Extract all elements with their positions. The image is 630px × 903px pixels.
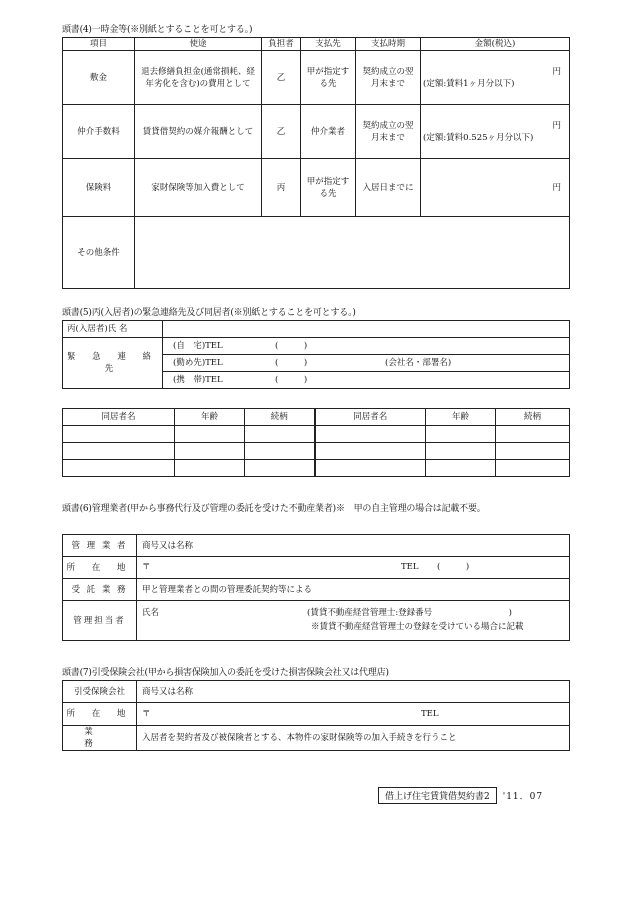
- item-cell: 保険料: [63, 159, 135, 217]
- home-tel-label: (自 宅)TEL: [173, 341, 223, 351]
- table-row: [63, 579, 570, 601]
- table-row[interactable]: [63, 460, 570, 477]
- company-label: 引受保険会社: [63, 681, 137, 703]
- col-header-payee: 支払先: [301, 38, 356, 51]
- address-field[interactable]: [137, 703, 570, 726]
- work-tel-field[interactable]: [163, 355, 570, 372]
- table-row: [63, 535, 570, 557]
- payer-cell: 丙: [262, 159, 301, 217]
- section-7-title: 頭書(7)引受保険会社(甲から損害保険加入の委託を受けた損害保険会社又は代理店): [62, 668, 389, 678]
- amount-note: (定額:賃料1ヶ月分以下): [423, 78, 515, 89]
- col-header-payer: 負担者: [262, 38, 301, 51]
- table-row: [63, 217, 570, 289]
- home-tel-field[interactable]: [163, 338, 570, 355]
- lump-sum-table: [62, 37, 570, 289]
- emergency-contact-table: [62, 320, 570, 389]
- col-header-age: 年齢: [175, 409, 245, 426]
- timing-cell: 契約成立の翌月末まで: [356, 105, 421, 159]
- timing-cell: 入居日までに: [356, 159, 421, 217]
- payee-cell: 甲が指定する先: [301, 51, 356, 105]
- table-row[interactable]: [63, 443, 570, 460]
- mobile-tel-field[interactable]: [163, 372, 570, 389]
- person-label: 管理担当者: [63, 601, 137, 641]
- col-header-item: 項目: [63, 38, 135, 51]
- manager-name-field[interactable]: 商号又は名称: [137, 535, 570, 557]
- table-row: [63, 105, 570, 159]
- company-name-field[interactable]: 商号又は名称: [137, 681, 570, 703]
- table-header-row: [63, 409, 570, 426]
- col-header-amount: 金額(税込): [421, 38, 570, 51]
- address-label: 所 在 地: [63, 557, 137, 579]
- duty-value: 甲と管理業者との間の管理委託契約等による: [137, 579, 570, 601]
- management-company-table: [62, 534, 570, 641]
- amount-cell[interactable]: [421, 105, 570, 159]
- col-header-relation: 続柄: [496, 409, 570, 426]
- col-header-relation: 続柄: [245, 409, 315, 426]
- section-6-title: 頭書(6)管理業者(甲から事務代行及び管理の委託を受けた不動産業者)※ 甲の自主管理の場合は記載不要。: [62, 504, 486, 514]
- area-code-paren: ( ): [437, 562, 470, 572]
- col-header-cohabitant-name: 同居者名: [315, 409, 426, 426]
- emergency-contact-label: 緊 急 連 絡 先: [63, 338, 163, 389]
- col-header-cohabitant-name: 同居者名: [63, 409, 175, 426]
- resident-name-label: 丙(入居者)氏 名: [63, 321, 163, 338]
- duty-value: 入居者を契約者及び被保険者とする、本物件の家財保険等の加入手続きを行うこと: [137, 726, 570, 751]
- name-label: 氏名: [142, 608, 160, 618]
- other-label: その他条件: [63, 217, 135, 289]
- col-header-timing: 支払時期: [356, 38, 421, 51]
- footer: [378, 787, 543, 804]
- tel-label: TEL: [421, 709, 439, 719]
- work-tel-label: (勤め先)TEL: [173, 358, 223, 368]
- area-code-paren: ( ): [275, 375, 308, 385]
- amount-cell[interactable]: [421, 51, 570, 105]
- table-row: [63, 703, 570, 726]
- revision-date: '11．07: [502, 792, 544, 802]
- table-row[interactable]: [63, 426, 570, 443]
- mobile-tel-label: (携 帯)TEL: [173, 375, 223, 385]
- col-header-use: 使途: [135, 38, 262, 51]
- postal-mark: 〒: [142, 562, 151, 572]
- document-name: 借上げ住宅賃貸借契約書2: [378, 787, 497, 804]
- table-row: [63, 557, 570, 579]
- registration-note: ※賃貸不動産経営管理士の登録を受けている場合に記載: [311, 622, 524, 632]
- table-row: [63, 726, 570, 751]
- resident-name-field[interactable]: [163, 321, 570, 338]
- use-cell: 家財保険等加入費として: [135, 159, 262, 217]
- duty-label: 受 託 業 務: [63, 579, 137, 601]
- payer-cell: 乙: [262, 51, 301, 105]
- yen-label: 円: [552, 120, 561, 131]
- address-field[interactable]: [137, 557, 570, 579]
- table-row: [63, 338, 570, 355]
- address-label: 所 在 地: [63, 703, 137, 726]
- tel-label: TEL: [401, 562, 419, 572]
- registration-number: (賃貸不動産経営管理士:登録番号 ): [307, 608, 512, 618]
- table-row: [63, 681, 570, 703]
- insurance-company-table: [62, 680, 570, 751]
- payer-cell: 乙: [262, 105, 301, 159]
- postal-mark: 〒: [142, 709, 151, 719]
- area-code-paren: ( ): [275, 358, 308, 368]
- timing-cell: 契約成立の翌月末まで: [356, 51, 421, 105]
- company-label: (会社名・部署名): [385, 358, 452, 368]
- payee-cell: 仲介業者: [301, 105, 356, 159]
- section-5-title: 頭書(5)丙(入居者)の緊急連絡先及び同居者(※別紙とすることを可とする。): [62, 308, 356, 318]
- person-field[interactable]: [137, 601, 570, 641]
- amount-note: (定額:賃料0.525ヶ月分以下): [423, 132, 534, 143]
- table-row: [63, 51, 570, 105]
- manager-label: 管 理 業 者: [63, 535, 137, 557]
- table-row: [63, 601, 570, 641]
- duty-label: 業 務: [63, 726, 137, 751]
- area-code-paren: ( ): [275, 341, 308, 351]
- yen-label: 円: [552, 66, 561, 77]
- use-cell: 賃貸借契約の媒介報酬として: [135, 105, 262, 159]
- section-4-title: 頭書(4)一時金等(※別紙とすることを可とする。): [62, 25, 253, 35]
- table-row: [63, 321, 570, 338]
- other-conditions-field[interactable]: [135, 217, 570, 289]
- amount-cell[interactable]: 円: [421, 159, 570, 217]
- item-cell: 仲介手数料: [63, 105, 135, 159]
- table-header-row: [63, 38, 570, 51]
- cohabitant-table: [62, 408, 570, 477]
- table-row: [63, 159, 570, 217]
- payee-cell: 甲が指定する先: [301, 159, 356, 217]
- col-header-age: 年齢: [426, 409, 496, 426]
- use-cell: 退去修繕負担金(通常損耗、経年劣化を含む)の費用として: [135, 51, 262, 105]
- item-cell: 敷金: [63, 51, 135, 105]
